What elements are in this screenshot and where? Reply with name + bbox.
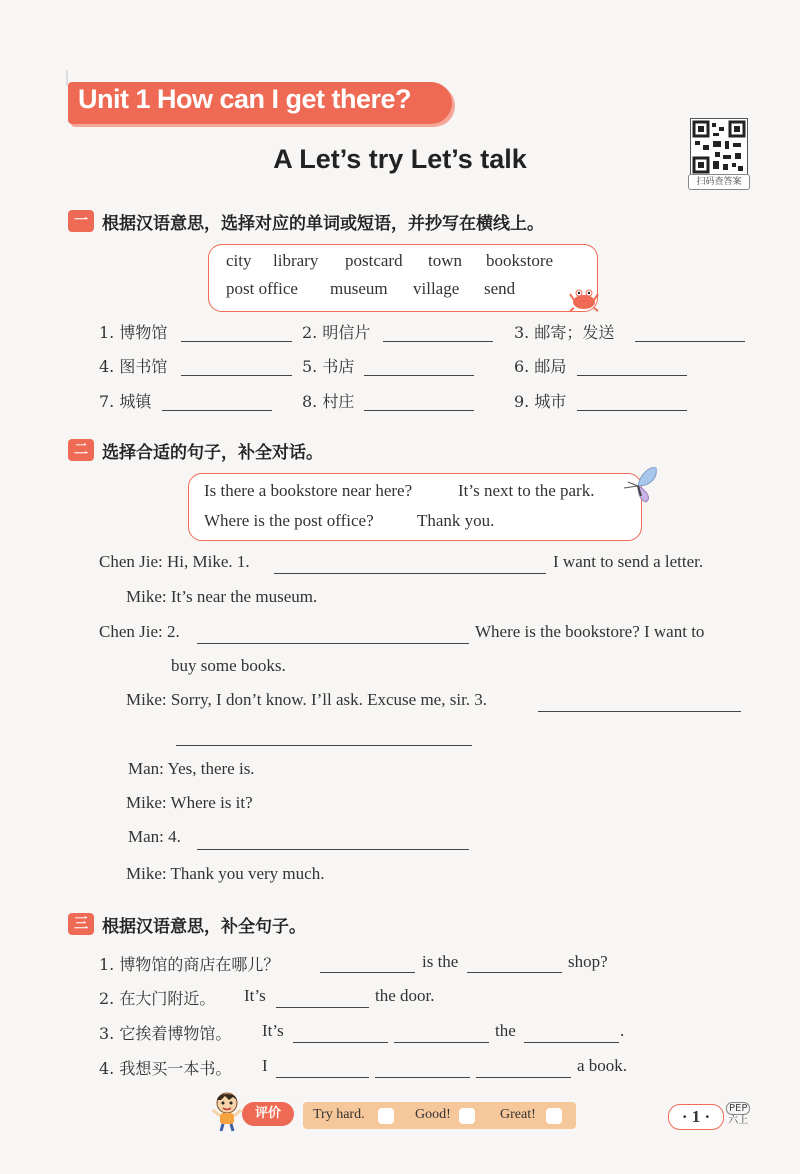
sentence-text: I [262,1056,268,1075]
vocab-prompt: 3. 邮寄；发送 [514,323,615,342]
word-bank-item: send [484,279,516,298]
answer-line[interactable] [577,410,687,411]
sentence-option: It’s next to the park. [458,481,595,500]
answer-line[interactable] [394,1042,489,1043]
sentence-prompt: 1. 博物馆的商店在哪儿？ [99,955,280,974]
rating-label: Try hard. [313,1107,365,1122]
answer-line[interactable] [577,375,687,376]
vocab-prompt: 2. 明信片 [302,323,371,342]
answer-line[interactable] [181,375,292,376]
dialogue-line: Man: 4. [128,827,181,846]
answer-line[interactable] [635,341,745,342]
unit-title: Unit 1 How can I get there? [78,84,412,114]
section1-number-icon: 一 [68,210,94,232]
rating-checkbox[interactable] [378,1108,394,1124]
answer-line[interactable] [293,1042,388,1043]
vocab-prompt: 5. 书店 [302,357,355,376]
sentence-option: Thank you. [417,511,495,530]
answer-line[interactable] [176,745,472,746]
page-number: · 1 · [668,1104,724,1130]
answer-line[interactable] [364,375,474,376]
butterfly-icon [618,464,660,504]
sentence-prompt: 4. 我想买一本书。 [99,1059,232,1078]
answer-line[interactable] [274,573,546,574]
evaluation-label: 评价 [242,1102,294,1126]
rating-checkbox[interactable] [546,1108,562,1124]
vocab-prompt: 6. 邮局 [514,357,567,376]
sentence-text: It’s [244,986,266,1005]
dialogue-line: Man: Yes, there is. [128,759,255,778]
sentence-text: It’s [262,1021,284,1040]
crab-icon [566,284,602,312]
sentence-text: is the [422,952,459,971]
answer-line[interactable] [276,1077,369,1078]
edition-grade: 六上 [728,1115,749,1126]
answer-line[interactable] [181,341,292,342]
qr-code-icon [691,119,747,175]
rating-checkbox[interactable] [459,1108,475,1124]
sentence-prompt: 3. 它挨着博物馆。 [99,1024,232,1043]
dialogue-line: Mike: Sorry, I don’t know. I’ll ask. Excuse me, sir. 3. [126,690,488,709]
edition-badge [726,1102,750,1126]
answer-line[interactable] [197,643,469,644]
sentence-text: a book. [577,1056,628,1075]
sentence-text: the [495,1021,516,1040]
dialogue-line: Where is the bookstore? I want to [475,622,705,641]
dialogue-line: Mike: Thank you very much. [126,864,325,883]
rating-label: Good! [415,1107,451,1122]
answer-line[interactable] [524,1042,619,1043]
word-bank-item: postcard [345,251,403,270]
sentence-text: the door. [375,986,435,1005]
qr-code[interactable] [690,118,748,176]
answer-line[interactable] [162,410,272,411]
vocab-prompt: 8. 村庄 [302,392,355,411]
sentence-text: . [620,1021,625,1040]
vocab-prompt: 9. 城市 [514,392,567,411]
word-bank-item: library [273,251,319,270]
sentence-text: shop? [568,952,608,971]
answer-line[interactable] [375,1077,470,1078]
vocab-prompt: 4. 图书馆 [99,357,168,376]
section2-title: 选择合适的句子，补全对话。 [102,443,323,463]
sentence-prompt: 2. 在大门附近。 [99,989,216,1008]
answer-line[interactable] [476,1077,571,1078]
word-bank-item: town [428,251,462,270]
answer-line[interactable] [320,972,415,973]
word-bank-item: city [226,251,252,270]
vocab-prompt: 7. 城镇 [99,392,152,411]
word-bank-item: museum [330,279,388,298]
answer-line[interactable] [197,849,469,850]
vocab-prompt: 1. 博物馆 [99,323,168,342]
section3-title: 根据汉语意思，补全句子。 [102,917,306,937]
word-bank-item: post office [226,279,298,298]
dialogue-line: I want to send a letter. [553,552,704,571]
section2-number-icon: 二 [68,439,94,461]
answer-line[interactable] [276,1007,369,1008]
word-bank-item: bookstore [486,251,554,270]
sentence-option: Is there a bookstore near here? [204,481,413,500]
edition-pep: PEP [726,1102,750,1115]
dialogue-line: buy some books. [171,656,286,675]
dialogue-line: Mike: It’s near the museum. [126,587,318,606]
lesson-title: A Let’s try Let’s talk [273,144,527,174]
cartoon-boy-icon [210,1090,244,1132]
answer-line[interactable] [383,341,493,342]
section3-number-icon: 三 [68,913,94,935]
sentence-option: Where is the post office? [204,511,374,530]
answer-line[interactable] [364,410,474,411]
rating-label: Great! [500,1107,536,1122]
answer-line[interactable] [467,972,562,973]
dialogue-line: Chen Jie: Hi, Mike. 1. [99,552,250,571]
qr-label: 扫码查答案 [688,174,750,190]
answer-line[interactable] [538,711,741,712]
section1-title: 根据汉语意思，选择对应的单词或短语，并抄写在横线上。 [102,214,544,234]
dialogue-line: Chen Jie: 2. [99,622,180,641]
dialogue-line: Mike: Where is it? [126,793,253,812]
word-bank-item: village [413,279,460,298]
